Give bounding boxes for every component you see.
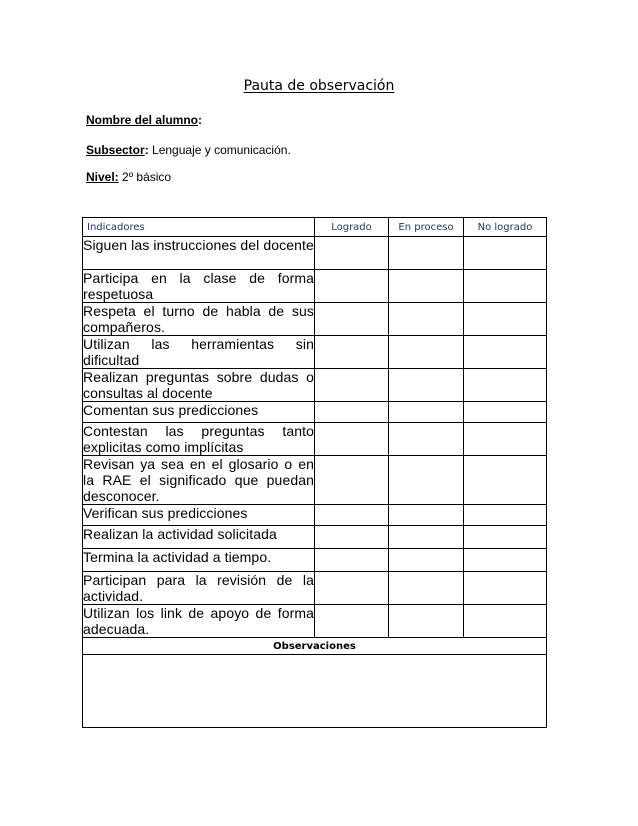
subsector-colon: : <box>144 143 149 157</box>
en-proceso-cell[interactable] <box>389 526 464 549</box>
indicator-cell: Contestan las preguntas tanto explicitas como implícitas <box>83 423 314 455</box>
no-logrado-cell[interactable] <box>464 456 547 505</box>
logrado-cell[interactable] <box>315 237 389 270</box>
table-row <box>83 605 547 638</box>
indicator-cell: Realizan preguntas sobre dudas o consultas al docente <box>83 369 314 401</box>
logrado-cell[interactable] <box>315 526 389 549</box>
logrado-cell[interactable] <box>315 303 389 336</box>
level-label: Nivel: <box>86 170 119 184</box>
no-logrado-cell[interactable] <box>464 369 547 402</box>
table-row <box>83 456 547 505</box>
logrado-cell[interactable] <box>315 505 389 526</box>
en-proceso-cell[interactable] <box>389 369 464 402</box>
no-logrado-cell[interactable] <box>464 605 547 638</box>
indicator-cell: Utilizan las herramientas sin dificultad <box>83 336 314 368</box>
en-proceso-cell[interactable] <box>389 572 464 605</box>
header-no-logrado: No logrado <box>464 218 547 237</box>
observaciones-body-row <box>83 655 547 728</box>
table-row <box>83 303 547 336</box>
en-proceso-cell[interactable] <box>389 237 464 270</box>
observaciones-header: Observaciones <box>83 638 547 655</box>
en-proceso-cell[interactable] <box>389 505 464 526</box>
logrado-cell[interactable] <box>315 270 389 303</box>
no-logrado-cell[interactable] <box>464 526 547 549</box>
logrado-cell[interactable] <box>315 605 389 638</box>
en-proceso-cell[interactable] <box>389 402 464 423</box>
subsector-value: Lenguaje y comunicación. <box>148 143 291 157</box>
observaciones-header-row <box>83 638 547 655</box>
no-logrado-cell[interactable] <box>464 303 547 336</box>
table-row <box>83 237 547 270</box>
en-proceso-cell[interactable] <box>389 549 464 572</box>
student-name-colon: : <box>198 113 203 127</box>
indicator-cell: Comentan sus predicciones <box>83 402 315 423</box>
table-row <box>83 402 547 423</box>
no-logrado-cell[interactable] <box>464 336 547 369</box>
observaciones-box[interactable] <box>83 655 547 728</box>
observation-table <box>82 217 547 728</box>
header-indicadores: Indicadores <box>83 218 315 237</box>
indicator-cell: Utilizan los link de apoyo de forma adecuada. <box>83 605 314 637</box>
en-proceso-cell[interactable] <box>389 303 464 336</box>
logrado-cell[interactable] <box>315 549 389 572</box>
table-row <box>83 526 547 549</box>
logrado-cell[interactable] <box>315 369 389 402</box>
header-logrado: Logrado <box>315 218 389 237</box>
table-row <box>83 270 547 303</box>
en-proceso-cell[interactable] <box>389 270 464 303</box>
page-title <box>0 78 638 94</box>
level-field <box>86 170 171 184</box>
indicator-cell: Termina la actividad a tiempo. <box>83 549 315 572</box>
en-proceso-cell[interactable] <box>389 605 464 638</box>
subsector-label: Subsector <box>86 143 145 157</box>
student-name-label: Nombre del alumno <box>86 113 199 127</box>
logrado-cell[interactable] <box>315 456 389 505</box>
no-logrado-cell[interactable] <box>464 270 547 303</box>
logrado-cell[interactable] <box>315 572 389 605</box>
table-row <box>83 369 547 402</box>
no-logrado-cell[interactable] <box>464 402 547 423</box>
page-title-text: Pauta de observación <box>243 78 395 94</box>
no-logrado-cell[interactable] <box>464 549 547 572</box>
student-name-field <box>86 113 202 127</box>
en-proceso-cell[interactable] <box>389 336 464 369</box>
no-logrado-cell[interactable] <box>464 423 547 456</box>
table-row <box>83 423 547 456</box>
table-row <box>83 549 547 572</box>
no-logrado-cell[interactable] <box>464 572 547 605</box>
logrado-cell[interactable] <box>315 336 389 369</box>
en-proceso-cell[interactable] <box>389 423 464 456</box>
indicator-cell: Participa en la clase de forma respetuosa <box>83 270 314 302</box>
indicator-cell: Respeta el turno de habla de sus compañeros. <box>83 303 314 335</box>
indicator-cell: Participan para la revisión de la actividad. <box>83 572 314 604</box>
logrado-cell[interactable] <box>315 423 389 456</box>
en-proceso-cell[interactable] <box>389 456 464 505</box>
table-row <box>83 336 547 369</box>
no-logrado-cell[interactable] <box>464 237 547 270</box>
indicator-cell: Revisan ya sea en el glosario o en la RAE el significado que puedan desconocer. <box>83 456 314 504</box>
indicator-cell: Verifican sus predicciones <box>83 505 315 526</box>
level-value: 2º básico <box>118 170 172 184</box>
indicator-cell: Realizan la actividad solicitada <box>83 526 315 549</box>
subsector-field <box>86 143 291 157</box>
header-en-proceso: En proceso <box>389 218 464 237</box>
indicator-cell: Siguen las instrucciones del docente <box>83 237 315 270</box>
table-header-row <box>83 218 547 237</box>
table-row <box>83 505 547 526</box>
no-logrado-cell[interactable] <box>464 505 547 526</box>
table-row <box>83 572 547 605</box>
logrado-cell[interactable] <box>315 402 389 423</box>
